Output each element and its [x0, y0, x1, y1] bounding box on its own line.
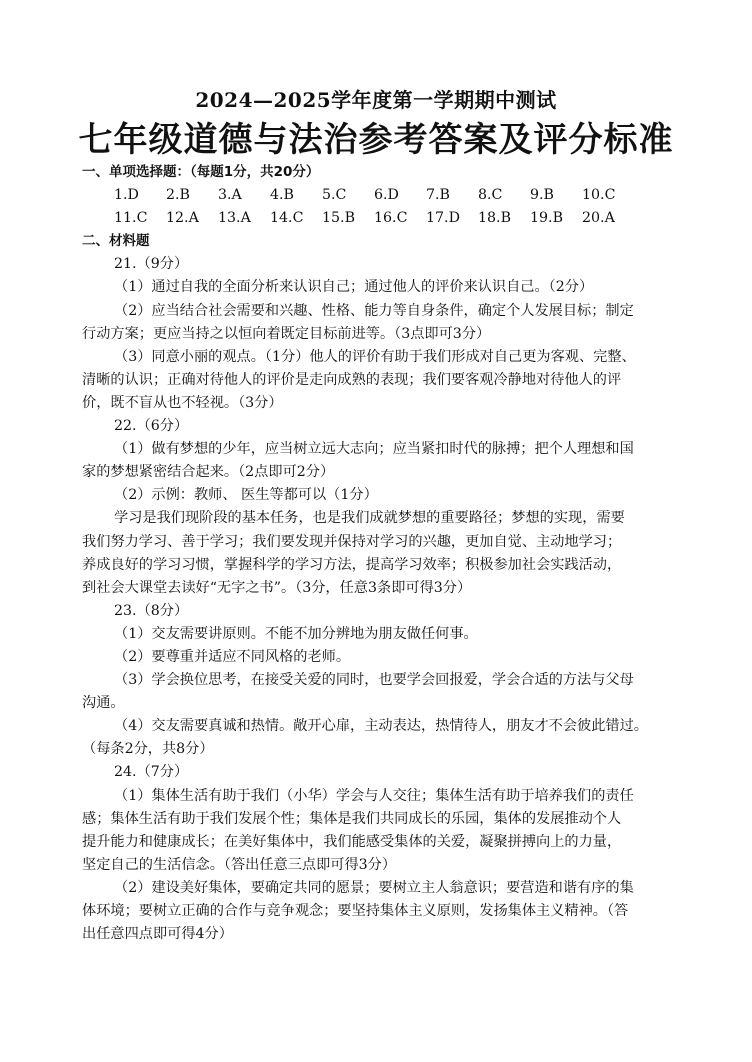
document-title: 七年级道德与法治参考答案及评分标准 [78, 120, 674, 160]
q23-answer-4-line1: （4）交友需要真诚和热情。敞开心扉，主动表达，热情待人，朋友才不会彼此错过。 [114, 718, 648, 735]
answer-item: 12.A [166, 210, 199, 227]
q21-answer-3-line3: 价，既不盲从也不轻视。（3分） [82, 394, 283, 411]
q23-answer-3-line1: （3）学会换位思考，在接受关爱的同时，也要学会回报爱，学会合适的方法与父母 [114, 672, 634, 689]
q23-answer-3-line2: 沟通。 [82, 695, 125, 712]
answer-item: 3.A [218, 187, 242, 204]
answer-item: 19.B [530, 210, 563, 227]
answer-item: 4.B [270, 187, 294, 204]
answer-item: 6.D [374, 187, 399, 204]
answer-item: 10.C [582, 187, 616, 204]
answer-item: 7.B [426, 187, 450, 204]
q24-answer-1-line1: （1）集体生活有助于我们（小华）学会与人交往；集体生活有助于培养我们的责任 [114, 787, 634, 804]
question-23-label: 23.（8分） [114, 602, 189, 619]
q21-answer-3-line1: （3）同意小丽的观点。（1分）他人的评价有助于我们形成对自己更为客观、完整、 [114, 348, 636, 365]
q24-answer-2-line2: 体环境；要树立正确的合作与竞争观念；要坚持集体主义原则，发扬集体主义精神。（答 [82, 903, 629, 919]
exam-title: 2024—2025学年度第一学期期中测试 [195, 88, 557, 112]
q23-answer-4-line2: （每条2分，共8分） [82, 741, 214, 758]
question-21-label: 21.（9分） [114, 256, 189, 273]
answer-item: 17.D [426, 210, 460, 227]
q24-answer-1-line2: 感；集体生活有助于我们发展个性；集体是我们共同成长的乐园，集体的发展推动个人 [82, 810, 622, 827]
answer-item: 16.C [374, 210, 408, 227]
answer-item: 5.C [322, 187, 347, 204]
q21-answer-2-line2: 行动方案；更应当持之以恒向着既定目标前进等。（3点即可3分） [82, 325, 491, 342]
q22-answer-2: （2）示例：教师、 医生等都可以（1分） [114, 487, 378, 504]
question-22-label: 22.（6分） [114, 418, 189, 435]
q21-answer-2-line1: （2）应当结合社会需要和兴趣、性格、能力等自身条件，确定个人发展目标；制定 [114, 302, 634, 319]
answer-row-1 [82, 184, 634, 207]
q24-answer-2-line1: （2）建设美好集体，要确定共同的愿景；要树立主人翁意识；要营造和谐有序的集 [114, 879, 634, 896]
document-body [82, 161, 676, 946]
answer-item: 18.B [478, 210, 511, 227]
section1-heading: 一、单项选择题：（每题1分，共20分） [82, 164, 320, 180]
answer-item: 20.A [582, 210, 615, 227]
q22-answer-1-line2: 家的梦想紧密结合起来。（2点即可2分） [82, 464, 335, 481]
q21-answer-3-line2: 清晰的认识；正确对待他人的评价是走向成熟的表现；我们要客观冷静地对待他人的评 [82, 371, 622, 388]
answer-item: 15.B [322, 210, 355, 227]
q21-answer-1: （1）通过自我的全面分析来认识自己；通过他人的评价来认识自己。（2分） [114, 279, 594, 296]
q22-answer-3-line3: 养成良好的学习习惯，掌握科学的学习方法，提高学习效率；积极参加社会实践活动， [82, 556, 622, 573]
q22-answer-3-line2: 我们努力学习、善于学习；我们要发现并保持对学习的兴趣，更加自觉、主动地学习； [82, 533, 622, 550]
q24-answer-1-line3: 提升能力和健康成长；在美好集体中，我们能感受集体的关爱，凝聚拼搏向上的力量， [82, 833, 622, 850]
q22-answer-3-line1: 学习是我们现阶段的基本任务，也是我们成就梦想的重要路径；梦想的实现，需要 [114, 510, 625, 527]
answer-item: 8.C [478, 187, 503, 204]
q24-answer-1-line4: 坚定自己的生活信念。（答出任意三点即可得3分） [82, 856, 397, 873]
question-24-label: 24.（7分） [114, 764, 189, 781]
answer-item: 13.A [218, 210, 251, 227]
answer-item: 2.B [166, 187, 190, 204]
answer-item: 1.D [114, 187, 139, 204]
q23-answer-1: （1）交友需要讲原则。不能不加分辨地为朋友做任何事。 [114, 625, 478, 642]
answer-item: 14.C [270, 210, 304, 227]
answer-item: 9.B [530, 187, 554, 204]
answer-row-2 [82, 207, 634, 230]
section2-heading: 二、材料题 [82, 233, 150, 250]
q22-answer-3-line4: 到社会大课堂去读好“无字之书”。（3分，任意3条即可得3分） [82, 579, 472, 596]
q23-answer-2: （2）要尊重并适应不同风格的老师。 [114, 648, 351, 665]
q22-answer-1-line1: （1）做有梦想的少年，应当树立远大志向；应当紧扣时代的脉搏；把个人理想和国 [114, 441, 634, 458]
q24-answer-2-line3: 出任意四点即可得4分） [82, 926, 233, 943]
answer-item: 11.C [114, 210, 148, 227]
